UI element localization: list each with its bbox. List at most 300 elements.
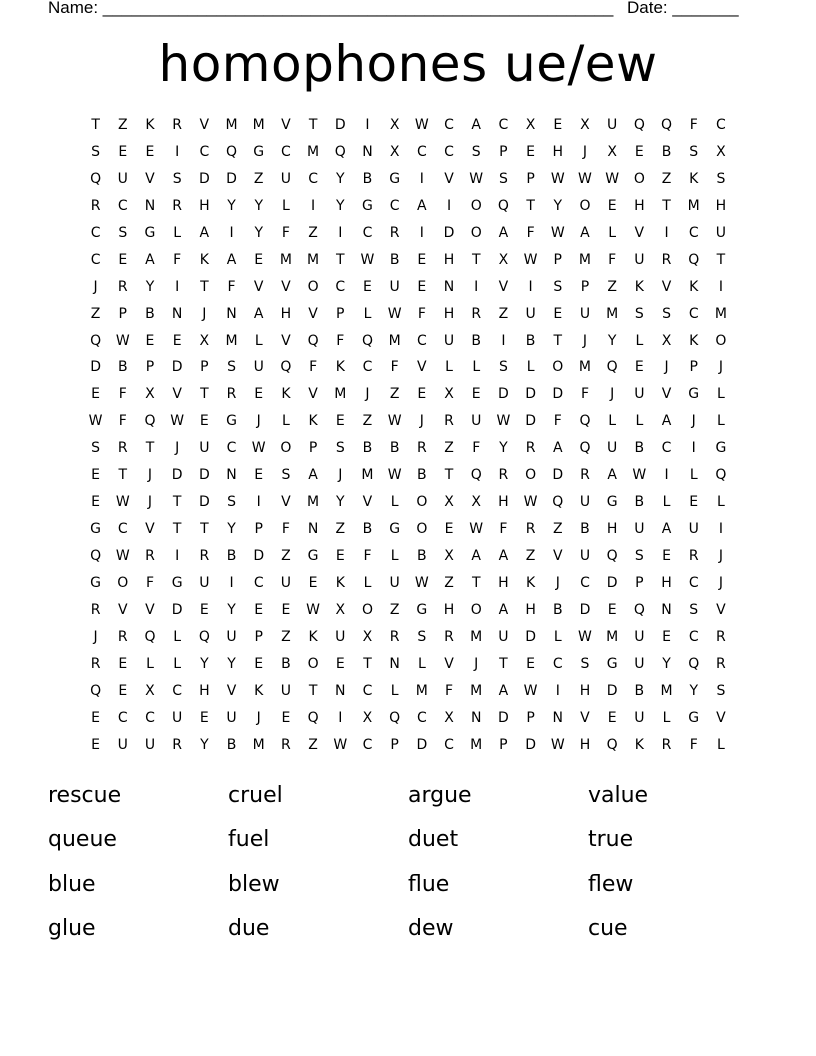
grid-letter[interactable]: C <box>716 117 726 133</box>
grid-letter[interactable]: E <box>363 278 372 295</box>
grid-letter[interactable]: W <box>88 413 103 430</box>
grid-letter[interactable]: H <box>579 682 591 699</box>
grid-letter[interactable]: Q <box>606 736 618 753</box>
grid-letter[interactable]: N <box>362 143 373 160</box>
grid-letter[interactable]: S <box>689 601 699 618</box>
grid-letter[interactable]: P <box>145 359 155 376</box>
grid-letter[interactable]: J <box>256 709 261 726</box>
grid-letter[interactable]: Z <box>281 548 291 564</box>
grid-letter[interactable]: Q <box>307 332 319 349</box>
grid-letter[interactable]: Q <box>715 467 727 484</box>
grid-letter[interactable]: R <box>226 386 237 403</box>
grid-letter[interactable]: C <box>117 709 128 726</box>
grid-letter[interactable]: T <box>553 332 563 349</box>
grid-letter[interactable]: Z <box>607 278 617 295</box>
grid-letter[interactable]: E <box>634 143 644 160</box>
grid-letter[interactable]: I <box>419 224 424 241</box>
grid-letter[interactable]: L <box>472 359 481 376</box>
grid-letter[interactable]: B <box>226 736 237 753</box>
grid-letter[interactable]: U <box>579 494 591 511</box>
grid-letter[interactable]: R <box>498 467 509 484</box>
grid-letter[interactable]: P <box>553 251 562 268</box>
grid-letter[interactable]: E <box>607 709 617 726</box>
grid-letter[interactable]: K <box>199 251 209 268</box>
grid-letter[interactable]: V <box>226 682 237 699</box>
grid-letter[interactable]: N <box>226 305 237 322</box>
grid-letter[interactable]: P <box>526 170 535 187</box>
grid-letter[interactable]: B <box>145 305 155 322</box>
grid-letter[interactable]: C <box>688 574 699 591</box>
grid-letter[interactable]: I <box>446 197 452 214</box>
grid-letter[interactable]: C <box>253 574 264 591</box>
grid-letter[interactable]: I <box>311 197 316 214</box>
grid-letter[interactable]: U <box>117 170 128 187</box>
grid-letter[interactable]: U <box>607 440 618 457</box>
grid-letter[interactable]: E <box>281 709 291 726</box>
grid-letter[interactable]: J <box>582 332 588 349</box>
grid-letter[interactable]: V <box>661 278 672 295</box>
grid-letter[interactable]: X <box>525 117 536 133</box>
grid-letter[interactable]: K <box>634 736 644 753</box>
grid-letter[interactable]: W <box>523 251 538 268</box>
grid-letter[interactable]: C <box>362 736 373 753</box>
grid-letter[interactable]: H <box>443 251 455 268</box>
grid-letter[interactable]: T <box>336 251 345 268</box>
grid-letter[interactable]: D <box>552 467 564 484</box>
grid-letter[interactable]: R <box>117 440 128 457</box>
grid-letter[interactable]: H <box>199 197 210 214</box>
grid-letter[interactable]: T <box>200 278 209 295</box>
grid-letter[interactable]: X <box>716 143 726 160</box>
grid-letter[interactable]: Y <box>227 655 236 672</box>
grid-letter[interactable]: Y <box>662 655 671 672</box>
grid-letter[interactable]: E <box>118 682 128 699</box>
grid-letter[interactable]: B <box>362 521 373 538</box>
grid-letter[interactable]: N <box>226 467 237 484</box>
grid-letter[interactable]: U <box>634 709 645 726</box>
grid-letter[interactable]: S <box>281 467 291 484</box>
grid-letter[interactable]: N <box>470 709 482 726</box>
grid-letter[interactable]: E <box>254 655 264 672</box>
grid-letter[interactable]: D <box>198 170 210 187</box>
grid-letter[interactable]: Y <box>336 197 345 214</box>
grid-letter[interactable]: Y <box>200 736 209 753</box>
grid-letter[interactable]: F <box>145 574 154 591</box>
grid-letter[interactable]: E <box>553 117 563 133</box>
grid-letter[interactable]: A <box>661 413 672 430</box>
grid-letter[interactable]: E <box>526 655 536 672</box>
grid-letter[interactable]: W <box>387 305 402 322</box>
grid-letter[interactable]: J <box>93 628 98 645</box>
grid-letter[interactable]: E <box>308 574 318 591</box>
grid-letter[interactable]: W <box>333 736 348 753</box>
grid-letter[interactable]: X <box>362 628 373 645</box>
grid-letter[interactable]: A <box>498 548 509 564</box>
grid-letter[interactable]: R <box>90 655 101 672</box>
grid-letter[interactable]: U <box>199 440 210 457</box>
grid-letter[interactable]: Q <box>90 682 102 699</box>
grid-letter[interactable]: E <box>118 655 128 672</box>
grid-letter[interactable]: L <box>282 413 290 430</box>
grid-letter[interactable]: G <box>90 574 102 591</box>
grid-letter[interactable]: E <box>417 386 427 403</box>
grid-letter[interactable]: X <box>145 682 155 699</box>
grid-letter[interactable]: I <box>229 224 234 241</box>
grid-letter[interactable]: V <box>308 386 318 403</box>
grid-letter[interactable]: E <box>335 413 345 430</box>
grid-letter[interactable]: V <box>281 117 291 133</box>
grid-letter[interactable]: C <box>444 117 454 133</box>
grid-letter[interactable]: T <box>200 521 209 538</box>
grid-letter[interactable]: R <box>525 440 536 457</box>
grid-letter[interactable]: L <box>635 413 644 430</box>
grid-letter[interactable]: B <box>281 655 291 672</box>
grid-letter[interactable]: S <box>471 143 481 160</box>
grid-letter[interactable]: W <box>578 170 592 187</box>
grid-letter[interactable]: Z <box>498 305 509 322</box>
grid-letter[interactable]: Z <box>90 305 101 322</box>
grid-letter[interactable]: L <box>526 359 535 376</box>
grid-letter[interactable]: D <box>552 386 564 403</box>
grid-letter[interactable]: X <box>389 143 400 160</box>
grid-letter[interactable]: C <box>90 224 101 241</box>
grid-letter[interactable]: I <box>718 521 723 538</box>
grid-letter[interactable]: X <box>607 143 617 160</box>
grid-letter[interactable]: M <box>415 682 428 699</box>
grid-letter[interactable]: R <box>444 628 454 645</box>
grid-letter[interactable]: B <box>471 332 482 349</box>
grid-letter[interactable]: P <box>336 305 345 322</box>
grid-letter[interactable]: V <box>716 601 726 618</box>
grid-letter[interactable]: Q <box>688 655 700 672</box>
grid-letter[interactable]: S <box>118 224 128 241</box>
grid-letter[interactable]: V <box>417 359 427 376</box>
grid-letter[interactable]: V <box>281 278 291 295</box>
grid-letter[interactable]: K <box>689 278 699 295</box>
grid-letter[interactable]: M <box>578 251 592 268</box>
grid-letter[interactable]: S <box>716 170 726 187</box>
grid-letter[interactable]: V <box>661 386 672 403</box>
grid-letter[interactable]: R <box>716 655 726 672</box>
grid-letter[interactable]: O <box>280 440 292 457</box>
grid-letter[interactable]: E <box>254 251 264 268</box>
grid-letter[interactable]: Y <box>553 197 563 214</box>
grid-letter[interactable]: W <box>414 117 429 133</box>
grid-letter[interactable]: W <box>550 224 565 241</box>
grid-letter[interactable]: E <box>91 467 101 484</box>
grid-letter[interactable]: H <box>579 736 591 753</box>
grid-letter[interactable]: G <box>389 170 401 187</box>
grid-letter[interactable]: B <box>661 143 672 160</box>
grid-letter[interactable]: N <box>552 709 564 726</box>
grid-letter[interactable]: G <box>389 521 401 538</box>
grid-letter[interactable]: Y <box>689 682 698 699</box>
grid-letter[interactable]: V <box>172 386 182 403</box>
grid-letter[interactable]: P <box>580 278 590 295</box>
grid-letter[interactable]: E <box>553 305 563 322</box>
grid-letter[interactable]: R <box>117 628 128 645</box>
grid-letter[interactable]: E <box>118 251 128 268</box>
grid-letter[interactable]: A <box>471 117 481 133</box>
grid-letter[interactable]: L <box>717 386 725 403</box>
grid-letter[interactable]: R <box>90 601 101 618</box>
grid-letter[interactable]: L <box>717 494 725 511</box>
grid-letter[interactable]: U <box>117 736 128 753</box>
grid-letter[interactable]: A <box>253 305 264 322</box>
grid-letter[interactable]: R <box>525 521 536 538</box>
grid-letter[interactable]: V <box>716 709 726 726</box>
grid-letter[interactable]: W <box>469 170 484 187</box>
grid-letter[interactable]: F <box>526 224 535 241</box>
grid-letter[interactable]: R <box>688 548 699 564</box>
grid-letter[interactable]: D <box>226 170 237 187</box>
grid-letter[interactable]: C <box>362 682 373 699</box>
grid-letter[interactable]: L <box>662 494 671 511</box>
grid-letter[interactable]: L <box>717 736 725 753</box>
grid-letter[interactable]: U <box>443 332 455 349</box>
grid-letter[interactable]: Q <box>470 467 482 484</box>
grid-letter[interactable]: U <box>199 574 210 591</box>
grid-letter[interactable]: L <box>608 413 617 430</box>
grid-letter[interactable]: T <box>499 655 508 672</box>
grid-letter[interactable]: M <box>687 197 700 214</box>
grid-letter[interactable]: G <box>144 224 156 241</box>
grid-letter[interactable]: M <box>606 628 619 645</box>
grid-letter[interactable]: N <box>144 197 156 214</box>
grid-letter[interactable]: A <box>471 548 481 564</box>
grid-letter[interactable]: Q <box>552 494 564 511</box>
grid-letter[interactable]: C <box>661 440 672 457</box>
grid-letter[interactable]: L <box>390 548 399 564</box>
grid-letter[interactable]: Z <box>335 521 346 538</box>
grid-letter[interactable]: H <box>280 305 292 322</box>
grid-letter[interactable]: U <box>634 628 645 645</box>
grid-letter[interactable]: J <box>202 305 207 322</box>
grid-letter[interactable]: X <box>580 117 590 133</box>
grid-letter[interactable]: Z <box>552 521 563 538</box>
grid-letter[interactable]: U <box>226 709 237 726</box>
grid-letter[interactable]: O <box>416 521 428 538</box>
grid-letter[interactable]: L <box>173 628 182 645</box>
grid-letter[interactable]: E <box>145 143 155 160</box>
grid-letter[interactable]: S <box>227 494 236 511</box>
grid-letter[interactable]: J <box>147 494 153 511</box>
grid-letter[interactable]: F <box>390 359 399 376</box>
grid-letter[interactable]: A <box>498 682 509 699</box>
grid-letter[interactable]: K <box>335 359 345 376</box>
grid-letter[interactable]: B <box>117 359 128 376</box>
grid-letter[interactable]: E <box>91 386 101 403</box>
grid-letter[interactable]: G <box>688 386 700 403</box>
grid-letter[interactable]: M <box>252 117 265 133</box>
grid-letter[interactable]: C <box>688 224 699 241</box>
grid-letter[interactable]: B <box>226 548 237 564</box>
grid-letter[interactable]: O <box>307 278 319 295</box>
grid-letter[interactable]: F <box>417 305 426 322</box>
grid-letter[interactable]: U <box>172 709 183 726</box>
grid-letter[interactable]: M <box>578 359 592 376</box>
grid-letter[interactable]: E <box>417 278 427 295</box>
grid-letter[interactable]: I <box>528 278 533 295</box>
grid-letter[interactable]: A <box>580 224 590 241</box>
grid-letter[interactable]: K <box>308 628 318 645</box>
grid-letter[interactable]: O <box>715 332 727 349</box>
grid-letter[interactable]: W <box>523 682 538 699</box>
grid-letter[interactable]: D <box>606 682 618 699</box>
grid-letter[interactable]: Q <box>90 548 102 564</box>
grid-letter[interactable]: C <box>362 224 373 241</box>
grid-letter[interactable]: F <box>118 413 127 430</box>
grid-letter[interactable]: F <box>445 682 454 699</box>
grid-letter[interactable]: D <box>334 117 346 133</box>
grid-letter[interactable]: U <box>389 574 400 591</box>
grid-letter[interactable]: Y <box>254 224 263 241</box>
grid-letter[interactable]: T <box>118 467 128 484</box>
grid-letter[interactable]: S <box>417 628 427 645</box>
grid-letter[interactable]: H <box>498 494 509 511</box>
grid-letter[interactable]: V <box>444 170 454 187</box>
grid-letter[interactable]: C <box>580 574 590 591</box>
grid-letter[interactable]: E <box>471 386 481 403</box>
grid-letter[interactable]: X <box>335 601 346 618</box>
grid-letter[interactable]: S <box>580 655 590 672</box>
grid-letter[interactable]: X <box>498 251 509 268</box>
grid-letter[interactable]: F <box>580 386 589 403</box>
grid-letter[interactable]: H <box>443 601 455 618</box>
grid-letter[interactable]: A <box>199 224 210 241</box>
grid-letter[interactable]: R <box>199 548 210 564</box>
grid-letter[interactable]: E <box>254 467 264 484</box>
grid-letter[interactable]: V <box>145 601 155 618</box>
grid-letter[interactable]: Q <box>579 440 591 457</box>
grid-letter[interactable]: X <box>444 709 454 726</box>
grid-letter[interactable]: T <box>526 197 535 214</box>
grid-letter[interactable]: N <box>661 601 672 618</box>
grid-letter[interactable]: B <box>552 601 563 618</box>
grid-letter[interactable]: B <box>417 467 427 484</box>
grid-letter[interactable]: D <box>171 359 183 376</box>
grid-letter[interactable]: C <box>172 682 183 699</box>
grid-letter[interactable]: E <box>634 359 644 376</box>
grid-letter[interactable]: C <box>145 709 155 726</box>
grid-letter[interactable]: P <box>200 359 209 376</box>
grid-letter[interactable]: P <box>635 574 644 591</box>
grid-letter[interactable]: O <box>117 574 129 591</box>
grid-letter[interactable]: A <box>417 197 427 214</box>
grid-letter[interactable]: E <box>444 521 454 538</box>
grid-letter[interactable]: G <box>171 574 183 591</box>
grid-letter[interactable]: P <box>499 143 508 160</box>
grid-letter[interactable]: J <box>718 548 723 564</box>
grid-letter[interactable]: J <box>93 278 98 295</box>
grid-letter[interactable]: Z <box>117 117 128 133</box>
grid-letter[interactable]: E <box>145 332 155 349</box>
grid-letter[interactable]: M <box>606 305 619 322</box>
grid-letter[interactable]: D <box>90 359 101 376</box>
grid-letter[interactable]: A <box>607 467 617 484</box>
grid-letter[interactable]: E <box>254 601 264 618</box>
grid-letter[interactable]: H <box>715 197 727 214</box>
grid-letter[interactable]: E <box>91 494 101 511</box>
grid-letter[interactable]: A <box>661 521 672 538</box>
grid-letter[interactable]: C <box>688 628 699 645</box>
grid-letter[interactable]: W <box>632 467 647 484</box>
grid-letter[interactable]: O <box>361 601 373 618</box>
grid-letter[interactable]: X <box>661 332 672 349</box>
grid-letter[interactable]: L <box>417 655 426 672</box>
grid-letter[interactable]: U <box>579 548 591 564</box>
grid-letter[interactable]: O <box>633 170 645 187</box>
grid-letter[interactable]: E <box>281 601 291 618</box>
grid-letter[interactable]: G <box>715 440 727 457</box>
grid-letter[interactable]: G <box>688 709 700 726</box>
grid-letter[interactable]: Q <box>334 143 346 160</box>
grid-letter[interactable]: M <box>470 682 483 699</box>
grid-letter[interactable]: U <box>471 413 482 430</box>
grid-letter[interactable]: C <box>389 197 400 214</box>
grid-letter[interactable]: U <box>335 628 346 645</box>
grid-letter[interactable]: W <box>469 521 484 538</box>
grid-letter[interactable]: R <box>117 278 128 295</box>
grid-letter[interactable]: I <box>175 548 180 564</box>
grid-letter[interactable]: C <box>308 170 318 187</box>
grid-letter[interactable]: B <box>634 494 645 511</box>
grid-letter[interactable]: E <box>199 413 209 430</box>
grid-letter[interactable]: Z <box>308 736 318 753</box>
grid-letter[interactable]: V <box>281 494 291 511</box>
grid-letter[interactable]: M <box>660 682 673 699</box>
grid-letter[interactable]: U <box>634 521 645 538</box>
grid-letter[interactable]: Z <box>253 170 264 187</box>
grid-letter[interactable]: J <box>175 440 180 457</box>
grid-letter[interactable]: R <box>90 197 101 214</box>
grid-letter[interactable]: E <box>118 143 128 160</box>
grid-letter[interactable]: Q <box>579 413 591 430</box>
grid-letter[interactable]: M <box>279 251 292 268</box>
grid-letter[interactable]: V <box>253 278 264 295</box>
grid-letter[interactable]: T <box>308 117 318 133</box>
grid-letter[interactable]: L <box>173 224 182 241</box>
grid-letter[interactable]: Z <box>444 574 454 591</box>
grid-letter[interactable]: C <box>117 521 128 538</box>
grid-letter[interactable]: E <box>607 601 617 618</box>
grid-letter[interactable]: S <box>634 305 644 322</box>
grid-letter[interactable]: P <box>390 736 399 753</box>
grid-letter[interactable]: Y <box>227 601 236 618</box>
grid-letter[interactable]: C <box>416 332 427 349</box>
grid-letter[interactable]: G <box>416 601 428 618</box>
grid-letter[interactable]: J <box>365 386 370 403</box>
grid-letter[interactable]: P <box>118 305 127 322</box>
date-field[interactable]: Date: _______ <box>627 0 739 17</box>
grid-letter[interactable]: S <box>634 548 644 564</box>
grid-letter[interactable]: N <box>307 521 319 538</box>
grid-letter[interactable]: E <box>172 332 182 349</box>
grid-letter[interactable]: M <box>388 332 401 349</box>
grid-letter[interactable]: Z <box>444 440 454 457</box>
grid-letter[interactable]: Z <box>389 386 400 403</box>
grid-letter[interactable]: F <box>472 440 481 457</box>
grid-letter[interactable]: A <box>226 251 237 268</box>
grid-letter[interactable]: E <box>199 709 209 726</box>
grid-letter[interactable]: L <box>717 413 725 430</box>
grid-letter[interactable]: R <box>145 548 155 564</box>
grid-letter[interactable]: K <box>254 682 264 699</box>
grid-letter[interactable]: W <box>605 170 620 187</box>
grid-letter[interactable]: T <box>145 440 155 457</box>
grid-letter[interactable]: R <box>389 628 400 645</box>
grid-letter[interactable]: U <box>280 682 292 699</box>
